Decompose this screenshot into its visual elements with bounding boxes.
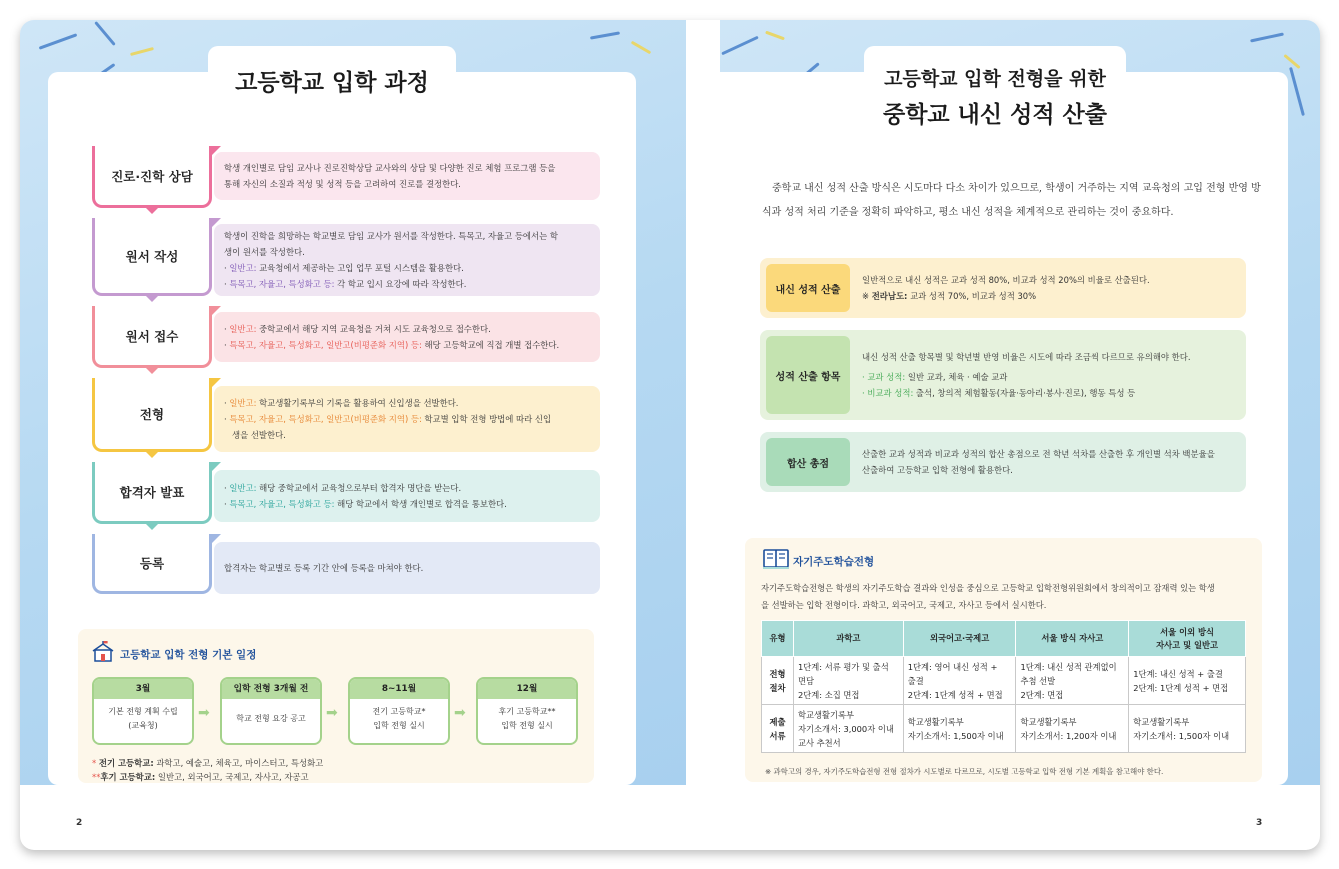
step-label: 원서 작성 xyxy=(125,248,179,264)
right-page-title-line1: 고등학교 입학 전형을 위한 xyxy=(884,68,1106,90)
schedule-box xyxy=(78,629,594,783)
step-label: 원서 접수 xyxy=(125,328,179,344)
desc-line: 을 선발하는 입학 전형이다. 과학고, 외국어고, 국제고, 자사고 등에서 실시한다. xyxy=(761,600,1047,610)
table-cell: 1단계: 영어 내신 성적 + 출결 2단계: 1단계 성적 + 면접 xyxy=(903,657,1016,705)
left-page-title: 고등학교 입학 과정 xyxy=(235,70,429,96)
bullet-highlight: 일반고: xyxy=(229,483,257,493)
step-desc-counseling xyxy=(214,152,600,200)
schedule-note xyxy=(92,757,323,769)
page-number-right: 3 xyxy=(1256,818,1263,828)
schedule-step-text: 입학 전형 실시 xyxy=(501,721,553,730)
page-number-left: 2 xyxy=(76,818,83,828)
card-line: 일반적으로 내신 성적은 교과 성적 80%, 비교과 성적 20%의 비율로 산출된다. xyxy=(862,275,1150,285)
step-label: 진로·진학 상담 xyxy=(111,168,193,184)
self-directed-desc xyxy=(761,580,1249,614)
schedule-step-head: 입학 전형 3개월 전 xyxy=(222,679,320,699)
table-cell: 제출 서류 xyxy=(762,705,794,753)
desc-line: 통해 자신의 소질과 적성 및 성적 등을 고려하여 진로를 결정한다. xyxy=(224,179,461,189)
bullet-highlight: 일반고: xyxy=(229,398,257,408)
schedule-step-text: 기본 전형 계획 수립 xyxy=(108,707,178,716)
schedule-step-text: 학교 전형 요강 공고 xyxy=(236,714,306,723)
card-text xyxy=(862,349,1238,401)
table-cell: 학교생활기록부 자기소개서: 1,500자 이내 xyxy=(903,705,1016,753)
bullet-text: 학교별 입학 전형 방법에 따라 신입 xyxy=(421,414,552,424)
table-header: 유형 xyxy=(762,621,794,657)
bullet-text: 해당 학교에서 학생 개인별로 합격을 통보한다. xyxy=(334,499,507,509)
schedule-step-text: 전기 고등학교* xyxy=(372,707,426,716)
step-application-submit xyxy=(92,306,212,368)
desc-line: 자기주도학습전형은 학생의 자기주도학습 결과와 인성을 중심으로 고등학교 입학전형위원회에서 창의적이고 잠재력 있는 학생 xyxy=(761,583,1215,593)
schedule-step xyxy=(476,677,578,745)
step-label: 합격자 발표 xyxy=(119,484,185,500)
self-directed-box xyxy=(745,538,1262,782)
desc-bullet: · 일반고: 교육청에서 제공하는 고입 업무 포털 시스템을 활용한다. xyxy=(224,263,464,273)
step-announcement xyxy=(92,462,212,524)
schedule-step-head: 8~11월 xyxy=(350,679,448,699)
bullet-highlight: 특목고, 자율고, 특성화고 등: xyxy=(229,279,335,289)
desc-bullet: · 특목고, 자율고, 특성화고 등: 각 학교 입시 요강에 따라 작성한다. xyxy=(224,279,467,289)
card-bullet: · 비교과 성적: 출석, 창의적 체험활동(자율·동아리·봉사·진로), 행동 특성 등 xyxy=(862,388,1136,398)
card-line: 산출한 교과 성적과 비교과 성적의 합산 총점으로 전 학년 석차를 산출한 후 개인별 석차 백분율을 xyxy=(862,449,1215,459)
note-label: 전기 고등학교: xyxy=(98,758,154,768)
note-mark: * xyxy=(92,758,97,768)
schedule-step-text: 후기 고등학교** xyxy=(498,707,556,716)
bullet-highlight: 비교과 성적: xyxy=(867,388,914,398)
bullet-highlight: 특목고, 자율고, 특성화고, 일반고(비평준화 지역) 등: xyxy=(229,340,422,350)
table-row xyxy=(762,657,1246,705)
card-line: 내신 성적 산출 항목별 및 학년별 반영 비율은 시도에 따라 조금씩 다르므로 유의해야 한다. xyxy=(862,352,1191,362)
step-screening xyxy=(92,378,212,452)
desc-line: 학생 개인별로 담임 교사나 진로진학상담 교사와의 상담 및 다양한 진로 체험 프로그램 등을 xyxy=(224,163,556,173)
bullet-text: 출석, 창의적 체험활동(자율·동아리·봉사·진로), 행동 특성 등 xyxy=(913,388,1136,398)
table-footnote: ※ 과학고의 경우, 자기주도학습전형 전형 절차가 시도별로 다르므로, 시도별 고등학교 입학 전형 기본 계획을 참고해야 한다. xyxy=(765,767,1164,776)
card-label: 내신 성적 산출 xyxy=(766,264,850,312)
self-directed-title: 자기주도학습전형 xyxy=(793,556,875,568)
bullet-text: 해당 중학교에서 교육청으로부터 합격자 명단을 받는다. xyxy=(256,483,462,493)
right-page-title-line2: 중학교 내신 성적 산출 xyxy=(883,102,1107,128)
table-header: 과학고 xyxy=(793,621,903,657)
bullet-highlight: 특목고, 자율고, 특성화고, 일반고(비평준화 지역) 등: xyxy=(229,414,422,424)
schedule-note xyxy=(92,771,309,783)
school-icon xyxy=(92,641,114,663)
step-registration xyxy=(92,534,212,594)
table-cell: 전형 절차 xyxy=(762,657,794,705)
arrow-right-icon: ➡ xyxy=(198,705,210,721)
note-text: 교과 성적 70%, 비교과 성적 30% xyxy=(907,291,1037,301)
note-text: 과학고, 예술고, 체육고, 마이스터고, 특성화고 xyxy=(153,758,324,768)
card-grade-calc xyxy=(760,258,1246,318)
schedule-step-head: 3월 xyxy=(94,679,192,699)
bullet-text: 교육청에서 제공하는 고입 업무 포털 시스템을 활용한다. xyxy=(256,263,464,273)
bullet-text: 중학교에서 해당 지역 교육청을 거쳐 시도 교육청으로 접수한다. xyxy=(256,324,491,334)
desc-bullet: · 일반고: 해당 중학교에서 교육청으로부터 합격자 명단을 받는다. xyxy=(224,483,462,493)
table-cell: 학교생활기록부 자기소개서: 1,200자 이내 xyxy=(1016,705,1129,753)
schedule-step-text: 입학 전형 실시 xyxy=(373,721,425,730)
desc-bullet: · 일반고: 중학교에서 해당 지역 교육청을 거쳐 시도 교육청으로 접수한다. xyxy=(224,324,491,334)
desc-bullet: · 특목고, 자율고, 특성화고, 일반고(비평준화 지역) 등: 학교별 입학 전형 방법에 따라 신입 xyxy=(224,414,552,424)
table-cell: 1단계: 내신 성적 + 출결 2단계: 1단계 성적 + 면접 xyxy=(1129,657,1246,705)
step-desc-screening xyxy=(214,386,600,452)
arrow-right-icon: ➡ xyxy=(454,705,466,721)
bullet-text: 각 학교 입시 요강에 따라 작성한다. xyxy=(334,279,467,289)
note-prefix: ※ xyxy=(862,291,872,301)
step-desc-announcement xyxy=(214,470,600,522)
table-cell: 1단계: 내신 성적 관계없이 추첨 선발 2단계: 면접 xyxy=(1016,657,1129,705)
schedule-step-head: 12월 xyxy=(478,679,576,699)
card-text xyxy=(862,272,1238,304)
desc-line: 생이 원서를 작성한다. xyxy=(224,247,305,257)
desc-line: 생을 선발한다. xyxy=(232,430,286,440)
card-text xyxy=(862,446,1238,478)
bullet-highlight: 일반고: xyxy=(229,263,257,273)
note-text: 일반고, 외국어고, 국제고, 자사고, 자공고 xyxy=(155,772,309,782)
step-counseling xyxy=(92,146,212,208)
step-desc-registration xyxy=(214,542,600,594)
table-header: 서울 방식 자사고 xyxy=(1016,621,1129,657)
bullet-highlight: 특목고, 자율고, 특성화고 등: xyxy=(229,499,335,509)
bullet-highlight: 일반고: xyxy=(229,324,257,334)
card-total-score xyxy=(760,432,1246,492)
table-header-row xyxy=(762,621,1246,657)
table-cell: 1단계: 서류 평가 및 출석 면담 2단계: 소집 면접 xyxy=(793,657,903,705)
bullet-text: 해당 고등학교에 직접 개별 접수한다. xyxy=(421,340,560,350)
step-label: 전형 xyxy=(139,406,165,422)
bullet-text: 일반 교과, 체육 · 예술 교과 xyxy=(905,372,1008,382)
table-cell: 학교생활기록부 자기소개서: 1,500자 이내 xyxy=(1129,705,1246,753)
desc-bullet: · 일반고: 학교생활기록부의 기록을 활용하여 신입생을 선발한다. xyxy=(224,398,459,408)
self-directed-table xyxy=(761,620,1246,753)
table-row xyxy=(762,705,1246,753)
schedule-step xyxy=(220,677,322,745)
note-label: 후기 고등학교: xyxy=(100,772,156,782)
book-icon xyxy=(763,548,789,570)
desc-bullet: · 특목고, 자율고, 특성화고, 일반고(비평준화 지역) 등: 해당 고등학교에 직접 개별 접수한다. xyxy=(224,340,560,350)
desc-line: 학생이 진학을 희망하는 학교별로 담임 교사가 원서를 작성한다. 특목고, 자율고 등에서는 학 xyxy=(224,231,558,241)
schedule-title: 고등학교 입학 전형 기본 일정 xyxy=(120,649,257,661)
desc-line: 합격자는 학교별로 등록 기간 안에 등록을 마쳐야 한다. xyxy=(224,563,424,573)
schedule-step xyxy=(348,677,450,745)
note-region: 전라남도: xyxy=(871,291,908,301)
step-desc-application-submit xyxy=(214,312,600,362)
intro-paragraph: 중학교 내신 성적 산출 방식은 시도마다 다소 차이가 있으므로, 학생이 거주하는 지역 교육청의 고입 전형 반영 방식과 성적 처리 기준을 정확히 파악하고, 평소 내신 성적을 체계적으로 관리하는 것이 중요하다. xyxy=(762,183,1261,218)
note-mark: ** xyxy=(92,772,101,782)
card-grade-items xyxy=(760,330,1246,420)
step-label: 등록 xyxy=(139,555,165,571)
arrow-right-icon: ➡ xyxy=(326,705,338,721)
schedule-step xyxy=(92,677,194,745)
step-application-write xyxy=(92,218,212,296)
book-spread xyxy=(20,20,1320,850)
card-label: 합산 총점 xyxy=(766,438,850,486)
desc-bullet: · 특목고, 자율고, 특성화고 등: 해당 학교에서 학생 개인별로 합격을 통보한다. xyxy=(224,499,507,509)
table-header: 서울 이외 방식 자사고 및 일반고 xyxy=(1129,621,1246,657)
table-header: 외국어고·국제고 xyxy=(903,621,1016,657)
bullet-text: 학교생활기록부의 기록을 활용하여 신입생을 선발한다. xyxy=(256,398,459,408)
card-bullet: · 교과 성적: 일반 교과, 체육 · 예술 교과 xyxy=(862,372,1008,382)
schedule-step-text: (교육청) xyxy=(128,721,158,730)
card-note xyxy=(862,288,1238,304)
step-desc-application-write xyxy=(214,224,600,296)
table-cell: 학교생활기록부 자기소개서: 3,000자 이내 교사 추천서 xyxy=(793,705,903,753)
card-label: 성적 산출 항목 xyxy=(766,336,850,414)
bullet-highlight: 교과 성적: xyxy=(867,372,906,382)
card-line: 산출하여 고등학교 입학 전형에 활용한다. xyxy=(862,465,1013,475)
